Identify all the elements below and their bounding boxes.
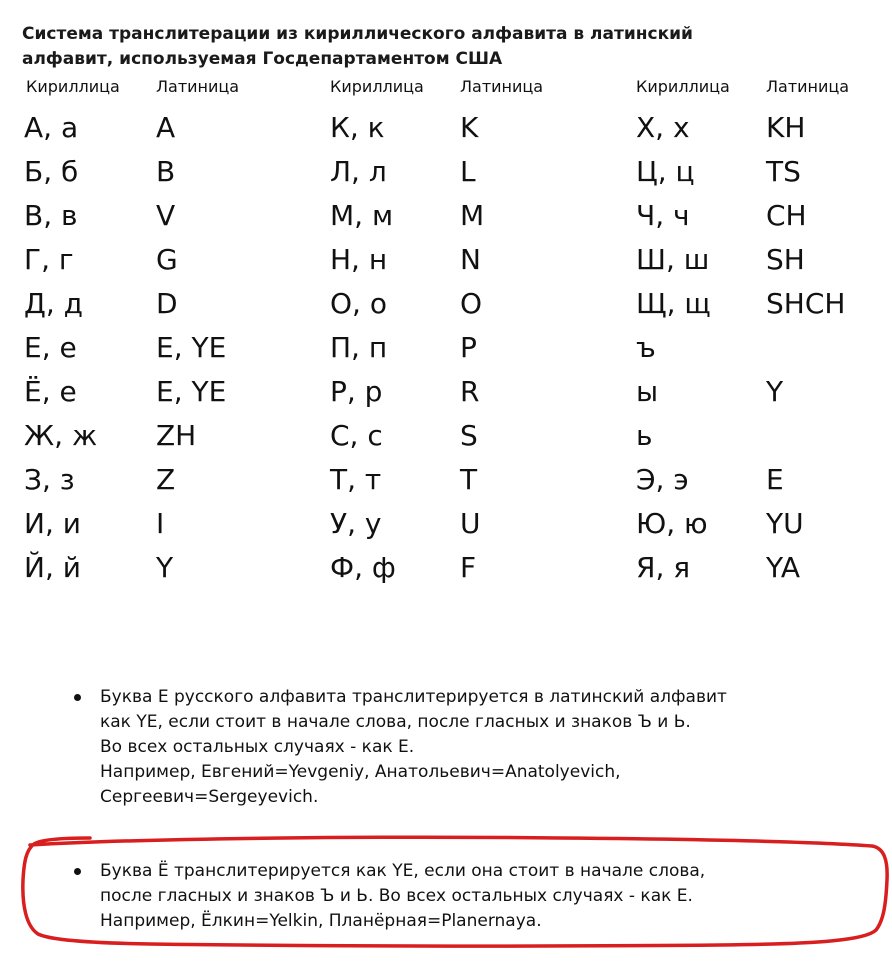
latin-letter: K bbox=[460, 111, 479, 144]
note-e bbox=[100, 685, 890, 810]
cyrillic-letter: М, м bbox=[330, 199, 394, 232]
cyrillic-letter: Р, р bbox=[330, 375, 383, 408]
latin-letter: SHCH bbox=[766, 287, 846, 320]
cyrillic-letter: О, о bbox=[330, 287, 387, 320]
cyrillic-letter: Т, т bbox=[330, 463, 382, 496]
cyrillic-letter: В, в bbox=[24, 199, 78, 232]
latin-letter: B bbox=[156, 155, 176, 188]
cyrillic-letter: Е, е bbox=[24, 331, 77, 364]
latin-letter: S bbox=[460, 419, 478, 452]
note-line: как YE, если стоит в начале слова, после гласных и знаков Ъ и Ь. bbox=[100, 712, 691, 732]
cyrillic-letter: Й, й bbox=[24, 551, 81, 584]
latin-letter: T bbox=[460, 463, 478, 496]
cyrillic-letter: Х, х bbox=[636, 111, 690, 144]
latin-letter: Y bbox=[156, 551, 174, 584]
latin-letter: Y bbox=[766, 375, 784, 408]
latin-letter: E, YE bbox=[156, 331, 227, 364]
note-line: Буква Е русского алфавита транслитерируется в латинский алфавит bbox=[100, 687, 727, 707]
latin-letter: TS bbox=[766, 155, 801, 188]
cyrillic-letter: Ш, ш bbox=[636, 243, 710, 276]
cyrillic-letter: З, з bbox=[24, 463, 75, 496]
note-line: Сергеевич=Sergeyevich. bbox=[100, 787, 319, 807]
cyrillic-letter: Ц, ц bbox=[636, 155, 695, 188]
cyrillic-letter: Ч, ч bbox=[636, 199, 690, 232]
header-latin-3: Латиница bbox=[766, 77, 850, 96]
latin-letter: N bbox=[460, 243, 481, 276]
cyrillic-letter: Б, б bbox=[24, 155, 79, 188]
cyrillic-letter: Ж, ж bbox=[24, 419, 98, 452]
latin-letter: D bbox=[156, 287, 178, 320]
cyrillic-letter: Л, л bbox=[330, 155, 387, 188]
cyrillic-letter: Ю, ю bbox=[636, 507, 708, 540]
cyrillic-letter: Н, н bbox=[330, 243, 388, 276]
latin-letter: E, YE bbox=[156, 375, 227, 408]
latin-letter: E bbox=[766, 463, 784, 496]
latin-letter: KH bbox=[766, 111, 806, 144]
latin-letter: R bbox=[460, 375, 480, 408]
latin-letter: M bbox=[460, 199, 485, 232]
header-cyrillic-1: Кириллица bbox=[26, 77, 120, 96]
header-cyrillic-3: Кириллица bbox=[636, 77, 730, 96]
latin-letter: L bbox=[460, 155, 476, 188]
cyrillic-letter: И, и bbox=[24, 507, 81, 540]
latin-letter: ZH bbox=[156, 419, 197, 452]
note-line: Во всех остальных случаях - как E. bbox=[100, 737, 415, 757]
cyrillic-letter: Ё, е bbox=[24, 375, 77, 408]
latin-letter: YU bbox=[766, 507, 804, 540]
cyrillic-letter: Ф, ф bbox=[330, 551, 396, 584]
header-cyrillic-2: Кириллица bbox=[330, 77, 424, 96]
latin-letter: F bbox=[460, 551, 477, 584]
latin-letter: SH bbox=[766, 243, 805, 276]
header-latin-2: Латиница bbox=[460, 77, 544, 96]
cyrillic-letter: П, п bbox=[330, 331, 388, 364]
title-line-1: Система транслитерации из кириллического алфавита в латинский bbox=[22, 24, 693, 44]
latin-letter: I bbox=[156, 507, 165, 540]
cyrillic-letter: Я, я bbox=[636, 551, 691, 584]
note-line: Например, Ёлкин=Yelkin, Планёрная=Planernaya. bbox=[100, 911, 542, 931]
cyrillic-letter: А, а bbox=[24, 111, 79, 144]
latin-letter: Z bbox=[156, 463, 176, 496]
cyrillic-letter: Д, д bbox=[24, 287, 84, 320]
cyrillic-letter: Щ, щ bbox=[636, 287, 711, 320]
latin-letter: U bbox=[460, 507, 481, 540]
cyrillic-letter: Г, г bbox=[24, 243, 74, 276]
bullet-icon bbox=[74, 694, 81, 701]
latin-letter: O bbox=[460, 287, 483, 320]
cyrillic-letter: ы bbox=[636, 375, 659, 408]
header-latin-1: Латиница bbox=[156, 77, 240, 96]
latin-letter: G bbox=[156, 243, 178, 276]
cyrillic-letter: Э, э bbox=[636, 463, 689, 496]
note-line: Буква Ё транслитерируется как YE, если она стоит в начале слова, bbox=[100, 861, 706, 881]
cyrillic-letter: ь bbox=[636, 419, 653, 452]
cyrillic-letter: С, с bbox=[330, 419, 383, 452]
bullet-icon bbox=[74, 868, 81, 875]
title-line-2: алфавит, используемая Госдепартаментом США bbox=[22, 49, 503, 69]
cyrillic-letter: ъ bbox=[636, 331, 656, 364]
page-title bbox=[22, 22, 862, 72]
note-line: Например, Евгений=Yevgeniy, Анатольевич=Anatolyevich, bbox=[100, 762, 621, 782]
note-line: после гласных и знаков Ъ и Ь. Во всех остальных случаях - как E. bbox=[100, 886, 693, 906]
note-yo bbox=[100, 859, 890, 934]
cyrillic-letter: У, у bbox=[330, 507, 382, 540]
latin-letter: CH bbox=[766, 199, 807, 232]
latin-letter: A bbox=[156, 111, 176, 144]
latin-letter: V bbox=[156, 199, 176, 232]
latin-letter: YA bbox=[766, 551, 801, 584]
latin-letter: P bbox=[460, 331, 477, 364]
cyrillic-letter: К, к bbox=[330, 111, 385, 144]
